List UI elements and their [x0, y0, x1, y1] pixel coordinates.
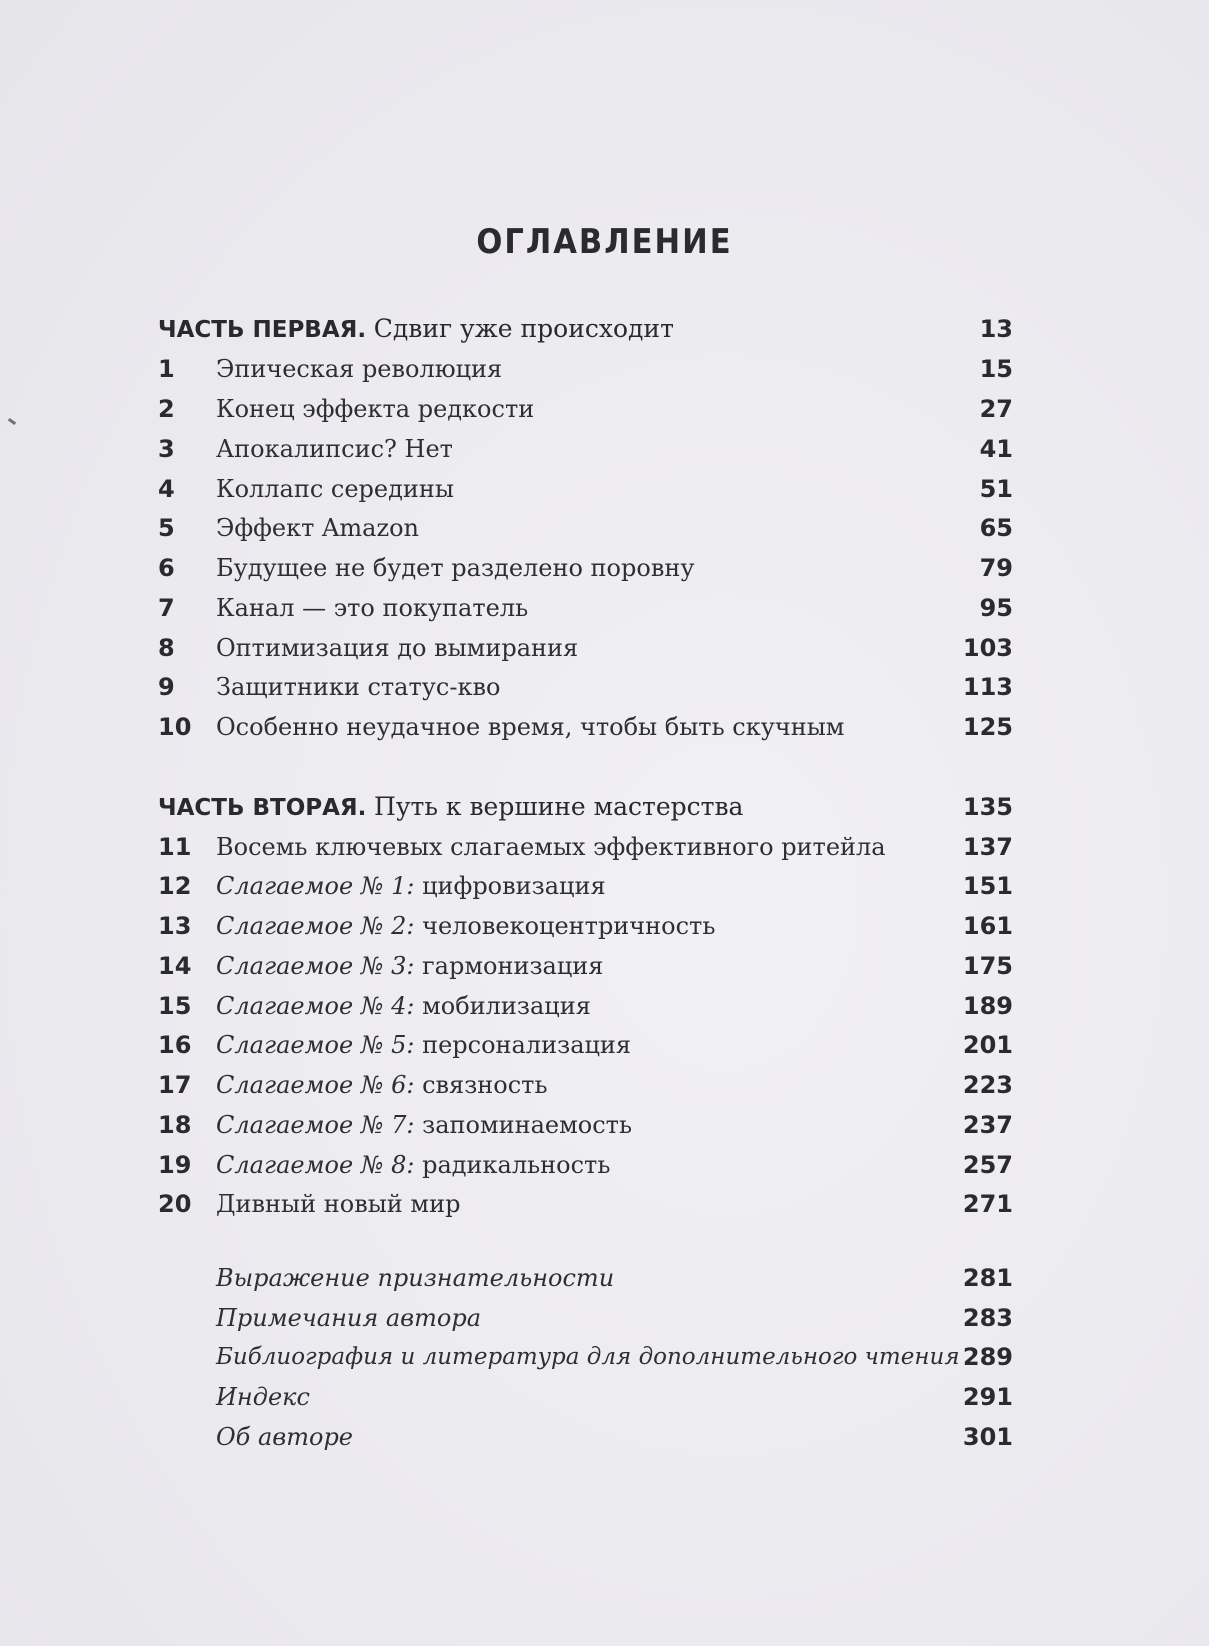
page-number: 175 — [962, 952, 1013, 980]
chapter-prefix: Слагаемое № 7: — [216, 1111, 415, 1139]
page-number: 189 — [962, 992, 1013, 1020]
chapter-title — [216, 827, 886, 867]
chapter-title — [216, 906, 715, 946]
chapter-number: 2 — [158, 395, 175, 423]
chapter-title — [216, 1184, 460, 1224]
toc-entry — [158, 1025, 1013, 1065]
toc-entry — [158, 349, 1013, 389]
chapter-title — [216, 1025, 631, 1065]
chapter-prefix: Слагаемое № 2: — [216, 912, 415, 940]
part-heading-2 — [158, 787, 1013, 827]
chapter-number: 17 — [158, 1071, 192, 1099]
page-number: 223 — [962, 1071, 1013, 1099]
chapter-title: Апокалипсис? Нет — [216, 435, 453, 463]
toc-entry — [158, 389, 1013, 429]
toc-entry — [158, 1145, 1013, 1185]
page-number: 135 — [962, 793, 1013, 821]
chapter-number: 4 — [158, 475, 175, 503]
page-number: 103 — [962, 634, 1013, 662]
page-number: 27 — [979, 395, 1013, 423]
page-number: 283 — [962, 1304, 1013, 1332]
chapter-number: 20 — [158, 1190, 192, 1218]
chapter-title-text: Восемь ключевых слагаемых эффективного ритейла — [216, 833, 886, 861]
chapter-number: 6 — [158, 554, 175, 582]
appendix-title: Примечания автора — [216, 1304, 482, 1332]
part-heading-1 — [158, 309, 1013, 349]
page-number: 13 — [979, 315, 1013, 343]
appendix-title: Выражение признательности — [216, 1264, 615, 1292]
toc-entry — [158, 986, 1013, 1026]
page-number: 301 — [962, 1423, 1013, 1451]
page-number: 281 — [962, 1264, 1013, 1292]
chapter-title — [216, 1145, 610, 1185]
chapter-title: Защитники статус-кво — [216, 673, 501, 701]
chapter-number: 9 — [158, 673, 175, 701]
chapter-title: Канал — это покупатель — [216, 594, 529, 622]
chapter-number: 1 — [158, 355, 175, 383]
page-number: 289 — [962, 1343, 1013, 1371]
toc-entry — [158, 628, 1013, 668]
toc-entry — [158, 508, 1013, 548]
chapter-prefix: Слагаемое № 4: — [216, 992, 415, 1020]
page-number: 237 — [962, 1111, 1013, 1139]
page-number: 151 — [962, 872, 1013, 900]
toc-entry — [158, 1065, 1013, 1105]
page-number: 201 — [962, 1031, 1013, 1059]
chapter-title-text: человекоцентричность — [414, 912, 716, 940]
part-keyword: ЧАСТЬ ПЕРВАЯ. — [158, 317, 367, 343]
chapter-prefix: Слагаемое № 1: — [216, 872, 415, 900]
chapter-number: 3 — [158, 435, 175, 463]
chapter-number: 12 — [158, 872, 192, 900]
appendix-entry — [158, 1417, 1013, 1457]
chapter-title: Конец эффекта редкости — [216, 395, 535, 423]
chapter-title — [216, 1105, 632, 1145]
part-title: Путь к вершине мастерства — [374, 792, 744, 821]
toc-entry — [158, 429, 1013, 469]
chapter-title: Эпическая революция — [216, 355, 503, 383]
chapter-prefix: Слагаемое № 5: — [216, 1031, 415, 1059]
toc-entry — [158, 906, 1013, 946]
appendix-entry — [158, 1337, 1013, 1377]
chapter-number: 10 — [158, 713, 192, 741]
chapter-title — [216, 986, 591, 1026]
chapter-title-text: мобилизация — [414, 992, 591, 1020]
chapter-title: Особенно неудачное время, чтобы быть скучным — [216, 713, 845, 741]
toc-entry — [158, 548, 1013, 588]
toc-entry — [158, 1105, 1013, 1145]
chapter-prefix: Слагаемое № 6: — [216, 1071, 415, 1099]
toc-entry — [158, 946, 1013, 986]
chapter-number: 7 — [158, 594, 175, 622]
part-keyword: ЧАСТЬ ВТОРАЯ. — [158, 795, 367, 821]
page-number: 291 — [962, 1383, 1013, 1411]
toc-entry — [158, 588, 1013, 628]
chapter-title — [216, 866, 606, 906]
chapter-title-text: персонализация — [414, 1031, 632, 1059]
page-number: 41 — [979, 435, 1013, 463]
chapter-number: 13 — [158, 912, 192, 940]
part-heading-label — [158, 309, 674, 350]
chapter-title: Будущее не будет разделено поровну — [216, 554, 695, 582]
page-number: 137 — [962, 833, 1013, 861]
page-number: 79 — [979, 554, 1013, 582]
chapter-number: 5 — [158, 514, 175, 542]
chapter-title — [216, 946, 603, 986]
stray-mark — [8, 418, 16, 425]
chapter-number: 16 — [158, 1031, 192, 1059]
chapter-title-text: цифровизация — [414, 872, 606, 900]
chapter-number: 14 — [158, 952, 192, 980]
chapter-title: Оптимизация до вымирания — [216, 634, 579, 662]
page-number: 257 — [962, 1151, 1013, 1179]
page-number: 51 — [979, 475, 1013, 503]
appendix-entry — [158, 1377, 1013, 1417]
chapter-number: 18 — [158, 1111, 192, 1139]
appendix-entry — [158, 1258, 1013, 1298]
page-number: 125 — [962, 713, 1013, 741]
chapter-title-text: гармонизация — [414, 952, 604, 980]
chapter-title-text: Дивный новый мир — [216, 1190, 461, 1218]
chapter-title — [216, 1065, 548, 1105]
appendix-title: Об авторе — [216, 1423, 354, 1451]
chapter-number: 15 — [158, 992, 192, 1020]
page-number: 65 — [979, 514, 1013, 542]
page-number: 271 — [962, 1190, 1013, 1218]
chapter-prefix: Слагаемое № 8: — [216, 1151, 415, 1179]
chapter-number: 8 — [158, 634, 175, 662]
chapter-title: Коллапс середины — [216, 475, 454, 503]
toc-entry — [158, 707, 1013, 747]
part-title: Сдвиг уже происходит — [373, 314, 674, 343]
toc-entry — [158, 866, 1013, 906]
chapter-title-text: связность — [414, 1071, 548, 1099]
toc-entry — [158, 667, 1013, 707]
page-number: 161 — [962, 912, 1013, 940]
page-number: 95 — [979, 594, 1013, 622]
chapter-number: 11 — [158, 833, 192, 861]
appendix-title: Индекс — [216, 1383, 310, 1411]
page-number: 15 — [979, 355, 1013, 383]
toc-entry — [158, 469, 1013, 509]
page-number: 113 — [962, 673, 1013, 701]
part-heading-label — [158, 787, 743, 828]
toc-heading: ОГЛАВЛЕНИЕ — [476, 222, 733, 262]
appendix-entry — [158, 1298, 1013, 1338]
chapter-title-text: радикальность — [414, 1151, 611, 1179]
chapter-title: Эффект Amazon — [216, 514, 419, 542]
chapter-prefix: Слагаемое № 3: — [216, 952, 415, 980]
chapter-title-text: запоминаемость — [414, 1111, 633, 1139]
toc-entry — [158, 1184, 1013, 1224]
toc-entry — [158, 827, 1013, 867]
appendix-title: Библиография и литература для дополнительного чтения — [216, 1344, 960, 1370]
chapter-number: 19 — [158, 1151, 192, 1179]
